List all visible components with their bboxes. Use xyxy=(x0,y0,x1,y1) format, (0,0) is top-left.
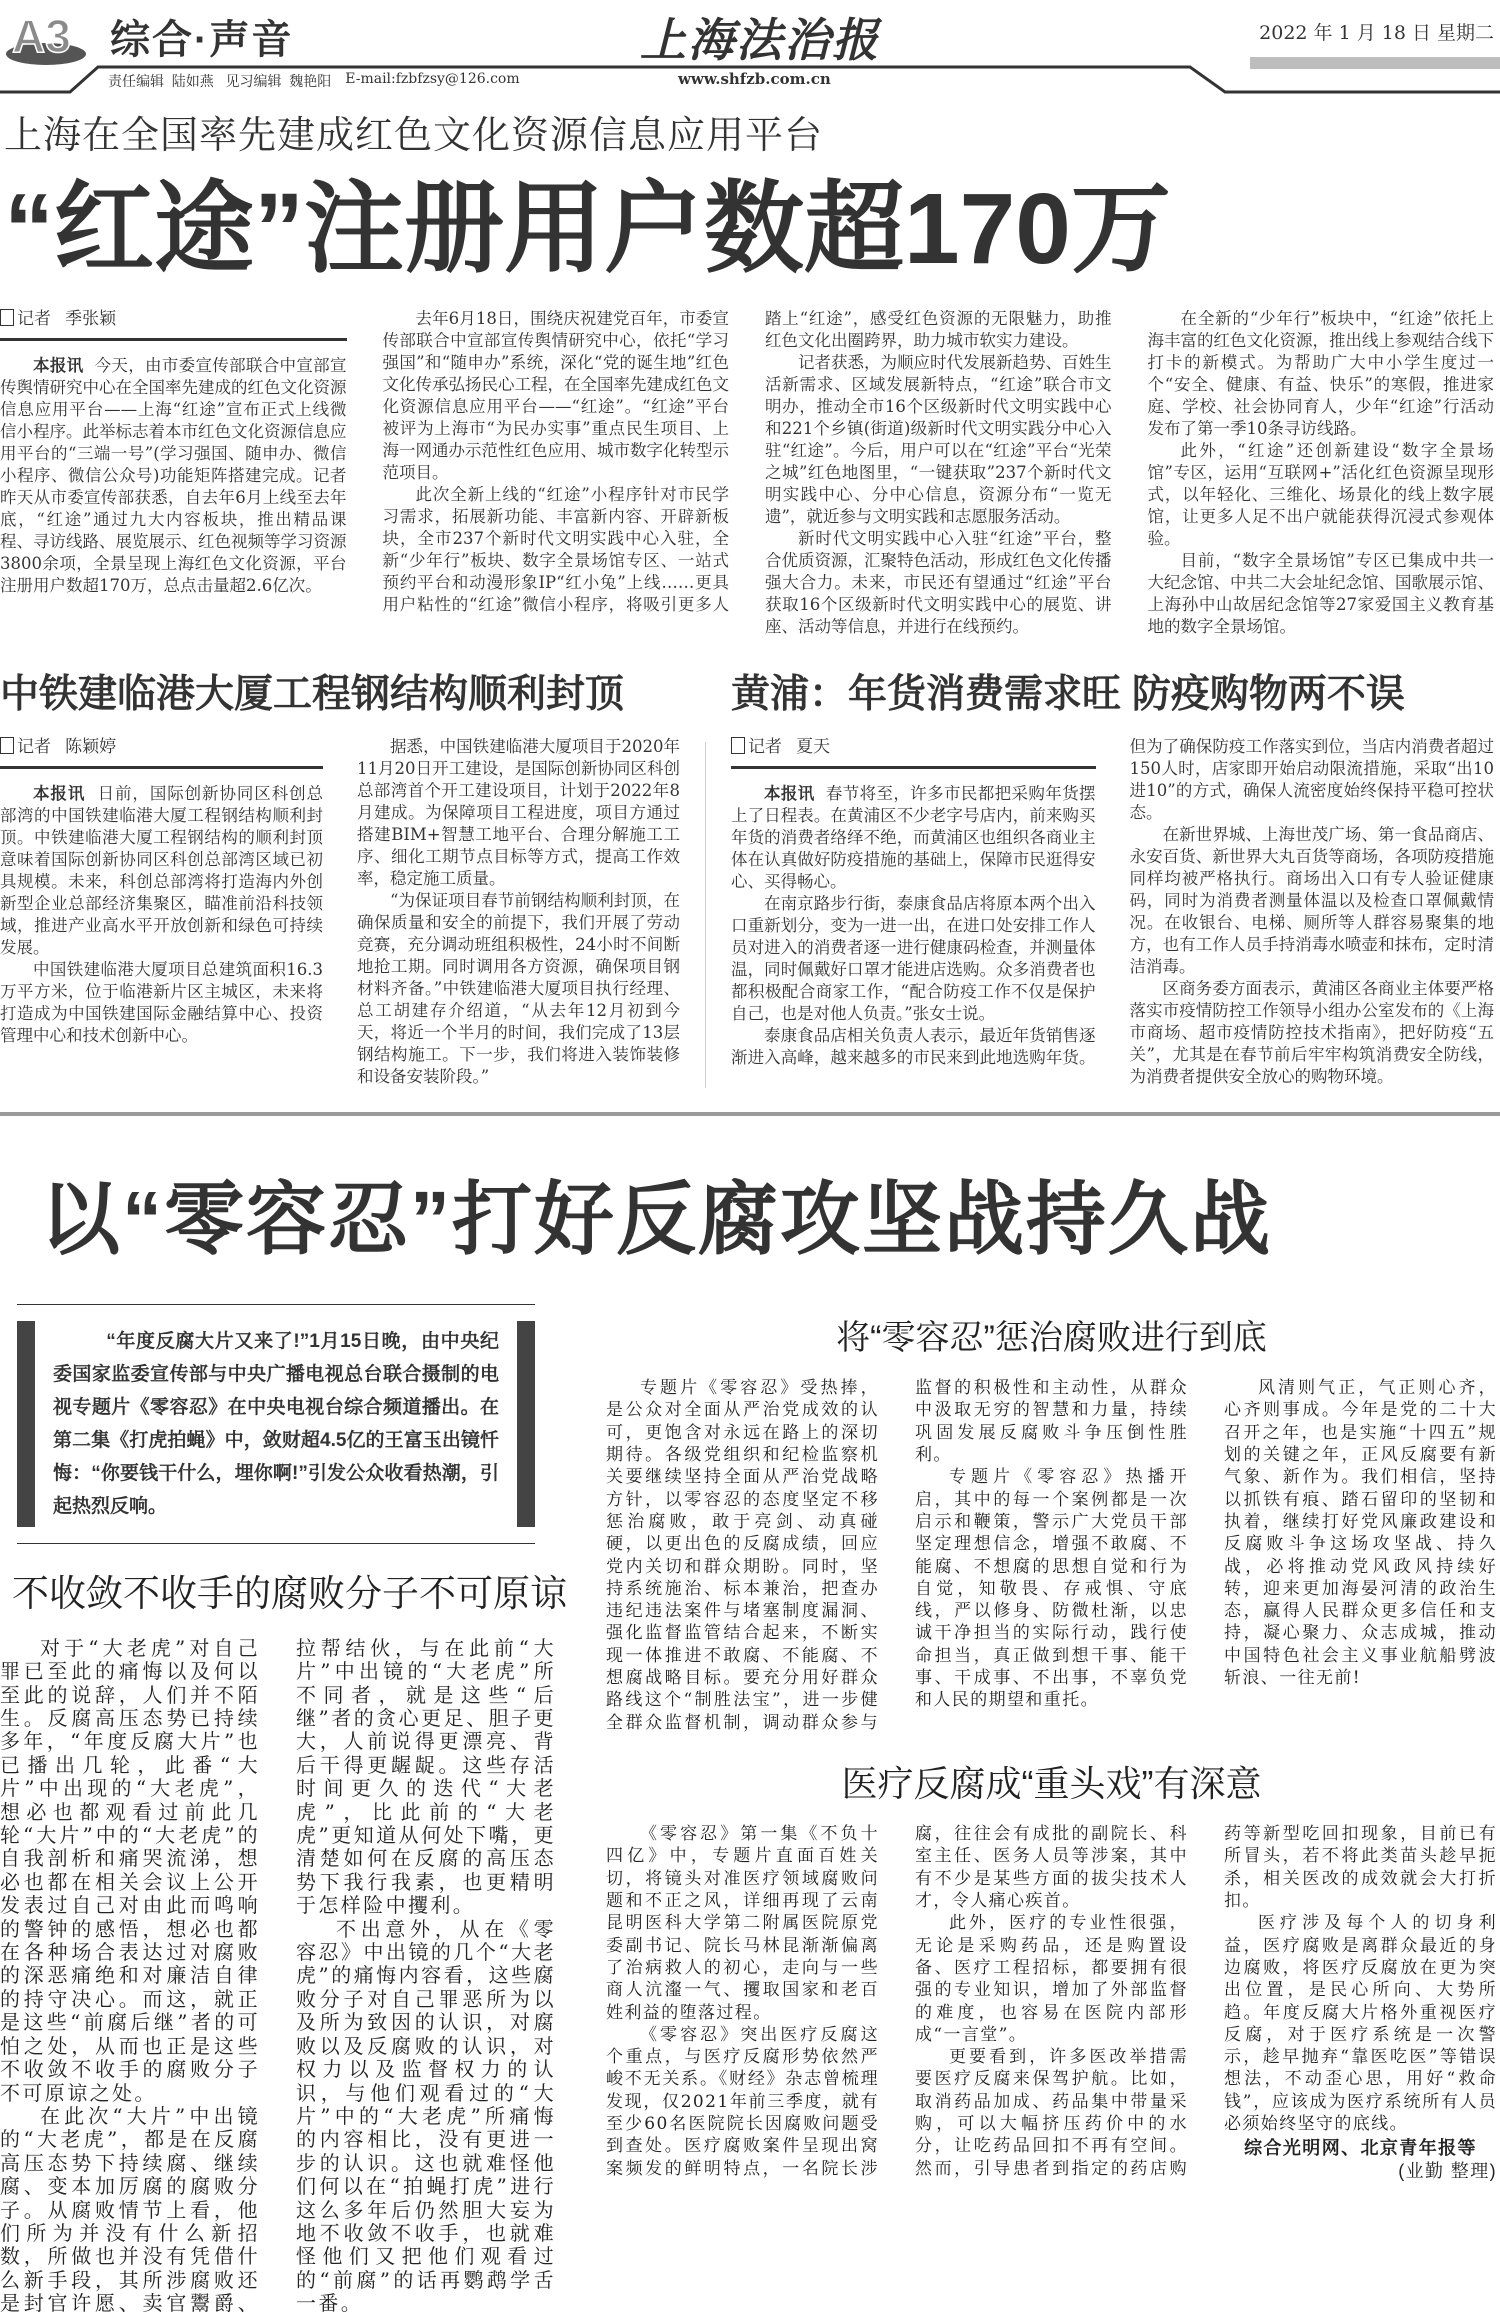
paragraph: 在此次“大片”中出镜的“大老虎”，都是在反腐高压态势下持续腐、继续腐、变本加厉腐的腐败分子。从腐败情节上看，他们所为并没有什么新招数，所做也并没有凭借什么新手段，其所涉腐败还是封官许愿、卖官鬻爵、拉帮结伙，与在此前“大片”中出镜的“大老虎”所不同者，就是这些“后继”者的贪心更足、胆子更大，人前说得更漂亮、背后干得更龌龊。这些存活时间更久的迭代“大老虎”，比此前的“大老虎”更知道从何处下嘴，更清楚如何在反腐的高压态势下我行我素，也更精明于怎样险中攫利。 xyxy=(0,1635,556,2316)
lead-label: 本报讯 xyxy=(764,785,815,804)
feature-band xyxy=(0,1304,1497,2315)
paragraph: 中国铁建临港大厦项目总建筑面积16.3万平方米，位于临港新片区主城区，未来将打造成为中国铁建国际金融结算中心、投资管理中心和技术创新中心。 xyxy=(0,960,323,1046)
paragraph: 风清则气正，气正则心齐，心齐则事成。今年是党的二十大召开之年，也是实施“十四五”规划的关键之年，正风反腐要有新气象、新作为。我们相信，坚持以抓铁有痕、踏石留印的坚韧和执着，继续打好党风廉政建设和反腐败斗争这场攻坚战、持久战，必将推动党风政风持续好转，迎来更加海晏河清的政治生态，赢得人民群众更多信任和支持，凝心聚力、众志成城，推动中国特色社会主义事业航船劈波斩浪、一往无前! xyxy=(1224,1378,1497,1689)
paragraph: 在南京路步行街，泰康食品店将原本两个出入口重新划分，变为一进一出，在进口处安排工作人员对进入的消费者逐一进行健康码检查，并测量体温，同时佩戴好口罩才能进店选购。众多消费者也都积极配合商家工作，“配合防疫工作不仅是保护自己，也是对他人负责。”张女士说。 xyxy=(731,894,1096,1024)
paragraph: 在新世界城、上海世茂广场、第一食品商店、永安百货、新世界大丸百货等商场，各项防疫措施同样均被严格执行。商场出入口有专人验证健康码，同时为消费者测量体温以及检查口罩佩戴情况。在收银台、电梯、厕所等人群容易聚集的地方，也有工作人员手持消毒水喷壶和抹布，定时清洁消毒。 xyxy=(1129,825,1494,977)
paragraph: 此次全新上线的“红途”小程序针对市民学习需求，拓展新功能、丰富新内容、开辟新板块，全市237个新时代文明实践中心入驻，全新“少年行”板块、数字全景场馆专区、一站式预约平台和动漫形象IP“红小兔”上线……更具用户粘性的“红途”微信小程序，将吸引更多人踏上“红途”，感受红色资源的无限魅力，助推红色文化出圈跨界，助力城市软实力建设。 xyxy=(382,308,1112,614)
section2-body xyxy=(606,1377,1497,1734)
newspaper-masthead: 上海法治报 xyxy=(640,13,880,67)
feature-left xyxy=(0,1304,567,2316)
article2-body xyxy=(0,736,680,1088)
editors-credit: 责任编辑 陆如燕 见习编辑 魏艳阳 xyxy=(108,73,332,89)
paragraph: 去年6月18日，围绕庆祝建党百年，市委宣传部联合中宣部宣传舆情研究中心，依托“学习强国”和“随申办”系统，深化“党的诞生地”红色文化传承弘扬民心工程，在全国率先建成红色文化资源信息应用平台——“红途”。“红途”平台被评为上海市“为民办实事”重点民生项目、上海一网通办示范性红色应用、城市数字化转型示范项目。 xyxy=(382,308,729,482)
section3-body xyxy=(606,1823,1497,2182)
paragraph-text: 春节将至，许多市民都把采购年货摆上了日程表。在黄浦区不少老字号店内，前来购买年货的消费者络绎不绝，而黄浦区也组织各商业主体在认真做好防疫措施的基础上，保障市民逛得安心、买得畅心。 xyxy=(731,784,1096,892)
section1-body xyxy=(0,1637,556,2316)
lead-label: 本报讯 xyxy=(33,785,86,804)
paragraph: 更要看到，许多医改举措需要医疗反腐来保驾护航。比如，取消药品加成、药品集中带量采购，可以大幅挤压药价中的水分，让吃药品回扣不再有空间。然而，引导患者到指定的药店购药等新型吃回扣现象，目前已有所冒头，若不将此类苗头趁早扼杀，相关医改的成效就会大打折扣。 xyxy=(915,1824,1497,2179)
paragraph: 专题片《零容忍》受热捧，是公众对全面从严治党成效的认可，更饱含对永远在路上的深切期待。各级党组织和纪检监察机关要继续坚持全面从严治党战略方针，以零容忍的态度坚定不移惩治腐败，敢于亮剑、动真碰硬，以更出色的反腐成绩，回应党内关切和群众期盼。同时，坚持系统施治、标本兼治，把查办违纪违法案件与堵塞制度漏洞、强化监督监管结合起来，不断实现一体推进不敢腐、不能腐、不想腐战略目标。要充分用好群众路线这个“制胜法宝”，进一步健全群众监督机制，调动群众参与监督的积极性和主动性，从群众中汲取无穷的智慧和力量，持续巩固发展反腐败斗争压倒性胜利。 xyxy=(606,1378,1188,1733)
paragraph: 据悉，中国铁建临港大厦项目于2020年11月20日开工建设，是国际创新协同区科创总部湾首个开工建设项目，计划于2022年8月建成。为保障项目工程进度，项目方通过搭建BIM+智慧工地平台、合理分解施工工序、细化工期节点目标等方式，提高工作效率，稳定施工质量。 xyxy=(357,737,680,889)
article1-headline: “红途”注册用户数超170万 xyxy=(4,172,1171,285)
feature-intro-box xyxy=(17,1304,535,1544)
date-bar xyxy=(1250,57,1500,69)
paragraph: 不出意外，从在《零容忍》中出镜的几个“大老虎”的痛悔内容看，这些腐败分子对自己罪恶所为以及所为致因的认识，对腐败以及反腐败的认识，对权力以及监督权力的认识，与他们观看过的“大片”中的“大老虎”所痛悔的内容相比，没有更进一步的认识。这也就难怪他们何以在“拍蝇打虎”进行这么多年后仍然胆大妄为地不收敛不收手，也就难怪他们又把他们观看过的“前腐”的话再鹦鹉学舌一番。 xyxy=(296,1916,556,2316)
paragraph: 泰康食品店相关负责人表示，最近年货销售逐渐进入高峰，越来越多的市民来到此地选购年货。但为了确保防疫工作落实到位，当店内消费者超过150人时，店家即开始启动限流措施，采取“出10进10”的方式，确保人流密度始终保持平稳可控状态。 xyxy=(731,737,1494,1068)
article1-byline xyxy=(0,308,347,341)
paragraph: 《零容忍》第一集《不负十四亿》中，专题片直面百姓关切，将镜头对准医疗领域腐败问题和不正之风，详细再现了云南昆明医科大学第二附属医院原党委副书记、院长马林昆渐渐偏离了治病救人的初心，走向与一些商人沆瀣一气、攫取国家和老百姓利益的堕落过程。 xyxy=(606,1824,879,2023)
lead-label: 本报讯 xyxy=(33,356,84,375)
paragraph: 新时代文明实践中心入驻“红途”平台，整合优质资源，汇聚特色活动，形成红色文化传播强大合力。未来，市民还有望通过“红途”平台获取16个区级新时代文明实践中心的展览、讲座、活动等信息，并进行在线预约。 xyxy=(765,528,1112,636)
paragraph: 区商务委方面表示，黄浦区各商业主体要严格落实市疫情防控工作领导小组办公室发布的《上海市商场、超市疫情防控技术指南》，把好防疫“五关”，尤其是在春节前后牢牢构筑消费安全防线，为消费者提供安全放心的购物环境。 xyxy=(1129,979,1494,1087)
section-divider xyxy=(0,1112,1500,1116)
byline-name: 季张颖 xyxy=(65,308,117,328)
byline-label: 记者 xyxy=(17,737,51,757)
paragraph: 《零容忍》突出医疗反腐这个重点，与医疗反腐形势依然严峻不无关系。《财经》杂志曾梳理发现，仅2021年前三季度，就有至少60名医院院长因腐败问题受到查处。医疗腐败案件呈现出窝案频发的鲜明特点，一名院长涉腐，往往会有成批的副院长、科室主任、医务人员等涉案，其中有不少是某些方面的拔尖技术人才，令人痛心疾首。 xyxy=(606,1824,1188,2179)
page-badge-logo xyxy=(4,8,94,66)
paragraph: 此外，医疗的专业性很强，无论是采购药品，还是购置设备、医疗工程招标，都要拥有很强的专业知识，增加了外部监督的难度，也容易在医院内部形成“一言堂”。 xyxy=(915,1913,1188,2045)
feature-right xyxy=(606,1304,1497,2315)
article1-body xyxy=(0,308,1494,638)
section2-title: 将“零容忍”惩治腐败进行到底 xyxy=(836,1319,1267,1358)
editor-email[interactable]: E-mail:fzbfzsy@126.com xyxy=(345,71,520,87)
article2 xyxy=(0,672,680,1089)
paragraph xyxy=(731,783,1096,893)
editor-credit: (业勤 整理) xyxy=(1398,2160,1497,2181)
paragraph: 医疗涉及每个人的切身利益，医疗腐败是离群众最近的身边腐败，将医疗反腐放在更为突出位置，是民心所向、大势所趋。年度反腐大片格外重视医疗反腐，对于医疗系统是一次警示，趁早抛弃“靠医吃医”等错误想法，不动歪心思，用好“救命钱”，应该成为医疗系统所有人员必须始终坚守的底线。 xyxy=(1224,1913,1497,2134)
section3-title: 医疗反腐成“重头戏”有深意 xyxy=(841,1762,1262,1804)
byline-box-icon xyxy=(0,737,14,754)
paragraph: “为保证项目春节前钢结构顺利封顶，在确保质量和安全的前提下，我们开展了劳动竞赛，充分调动班组积极性，24小时不间断地抢工期。同时调用各方资源，确保项目钢材料齐备。”中铁建临港大厦项目执行经理、总工胡建存介绍道，“从去年12月初到今天，将近一个半月的时间，我们完成了13层钢结构施工。下一步，我们将进入装饰装修和设备安装阶段。” xyxy=(357,891,680,1087)
article2-byline xyxy=(0,736,323,769)
paragraph-text: 今天，由市委宣传部联合中宣部宣传舆情研究中心在全国率先建成的红色文化资源信息应用平台——上海“红途”宣布正式上线微信小程序。此举标志着本市红色文化资源信息应用平台的“三端一号”(学习强国、随申办、微信小程序、微信公众号)功能矩阵搭建完成。记者昨天从市委宣传部获悉，自去年6月上线至去年底，“红途”通过九大内容板块，推出精品课程、寻访线路、展览展示、红色视频等学习资源3800余项，全景呈现上海红色文化资源，平台注册用户数超170万，总点击量超2.6亿次。 xyxy=(0,355,347,595)
section-title: 综合·声音 xyxy=(110,18,294,62)
section1-title: 不收敛不收手的腐败分子不可原谅 xyxy=(12,1573,567,1615)
byline-name: 陈颖婷 xyxy=(65,737,117,757)
byline-box-icon xyxy=(0,309,14,326)
paragraph xyxy=(0,783,323,959)
byline-label: 记者 xyxy=(17,308,51,328)
website-link[interactable]: www.shfzb.com.cn xyxy=(678,70,831,88)
page-header xyxy=(0,0,1500,100)
editor-credits xyxy=(108,71,520,91)
article1-kicker: 上海在全国率先建成红色文化资源信息应用平台 xyxy=(4,115,824,157)
intro-bar-left xyxy=(17,1321,35,1527)
paragraph: 专题片《零容忍》热播开启，其中的每一个案例都是一次启示和鞭策，警示广大党员干部坚定理想信念，增强不敢腐、不能腐、不想腐的思想自觉和行为自觉，知敬畏、存戒惧、守底线，严以修身、防微杜渐，以忠诚干净担当的实际行动，践行使命担当，真正做到想干事、能干事、干成事、不出事，不辜负党和人民的期望和重托。 xyxy=(915,1467,1188,1711)
article3 xyxy=(731,672,1494,1089)
intro-bar-right xyxy=(517,1321,535,1527)
paragraph xyxy=(0,355,347,597)
article3-headline: 黄浦：年货消费需求旺 防疫购物两不误 xyxy=(731,672,1405,716)
feature-headline: 以“零容忍”打好反腐攻坚战持久战 xyxy=(40,1175,1272,1265)
paragraph: 目前，“数字全景场馆”专区已集成中共一大纪念馆、中共二大会址纪念馆、国歌展示馆、上海孙中山故居纪念馆等27家爱国主义教育基地的数字全景场馆。 xyxy=(1147,550,1494,636)
feature-intro: “年度反腐大片又来了!”1月15日晚，由中央纪委国家监委宣传部与中央广播电视总台联合摄制的电视专题片《零容忍》在中央电视台综合频道播出。在第二集《打虎拍蝇》中，敛财超4.5亿的王富玉出镜忏悔：“你要钱干什么，埋你啊!”引发公众收看热潮，引起热烈反响。 xyxy=(53,1331,499,1518)
issue-date: 2022 年 1 月 18 日 星期二 xyxy=(1259,22,1494,44)
paragraph-text: 日前，国际创新协同区科创总部湾的中国铁建临港大厦工程钢结构顺利封顶。中铁建临港大厦工程钢结构的顺利封顶意味着国际创新协同区科创总部湾区域已初具规模。未来，科创总部湾将打造海内外创新型企业总部经济集聚区，瞄准前沿科技领域，推进产业高水平开放创新和绿色可持续发展。 xyxy=(0,784,324,958)
article2-headline: 中铁建临港大厦工程钢结构顺利封顶 xyxy=(0,672,625,716)
paragraph: 记者获悉，为顺应时代发展新趋势、百姓生活新需求、区域发展新特点，“红途”联合市文明办，推动全市16个区级新时代文明实践中心和221个乡镇(街道)级新时代文明实践分中心入驻“红途”。今后，用户可以在“红途”平台“光荣之城”红色地图里，“一键获取”237个新时代文明实践中心、分中心信息，资源分布“一览无遗”，就近参与文明实践和志愿服务活动。 xyxy=(765,352,1112,526)
paragraph: 此外，“红途”还创新建设“数字全景场馆”专区，运用“互联网+”活化红色资源呈现形式，以年轻化、三维化、场景化的线上数字展馆，让更多人足不出户就能获得沉浸式参观体验。 xyxy=(1147,440,1494,548)
byline-box-icon xyxy=(731,737,745,754)
news-band xyxy=(0,672,1494,1089)
byline-label: 记者 xyxy=(748,737,782,757)
column-divider xyxy=(705,742,706,1089)
paragraph: 在全新的“少年行”板块中，“红途”依托上海丰富的红色文化资源，推出线上参观结合线下打卡的新模式。为帮助广大中小学生度过一个“安全、健康、有益、快乐”的寒假，推进家庭、学校、社会协同育人，少年“红途”行活动发布了第一季10条寻访线路。 xyxy=(1147,308,1494,438)
article3-body xyxy=(731,736,1494,1088)
article3-byline xyxy=(731,736,1096,769)
source-credit: 综合光明网、北京青年报等 xyxy=(1244,2138,1477,2159)
paragraph: 对于“大老虎”对自己罪已至此的痛悔以及何以至此的说辞，人们并不陌生。反腐高压态势已持续多年，“年度反腐大片”也已播出几轮，此番“大片”中出现的“大老虎”，想必也都观看过前此几轮“大片”中的“大老虎”的自我剖析和痛哭流涕，想必也都在相关会议上公开发表过自己对由此而鸣响的警钟的感悟，想必也都在各种场合表达过对腐败的深恶痛绝和对廉洁自律的持守决心。而这，就正是这些“前腐后继”者的可怕之处，从而也正是这些不收敛不收手的腐败分子不可原谅之处。 xyxy=(0,1635,260,2105)
page-badge-letter: A3 xyxy=(12,10,71,62)
byline-name: 夏天 xyxy=(796,737,831,757)
